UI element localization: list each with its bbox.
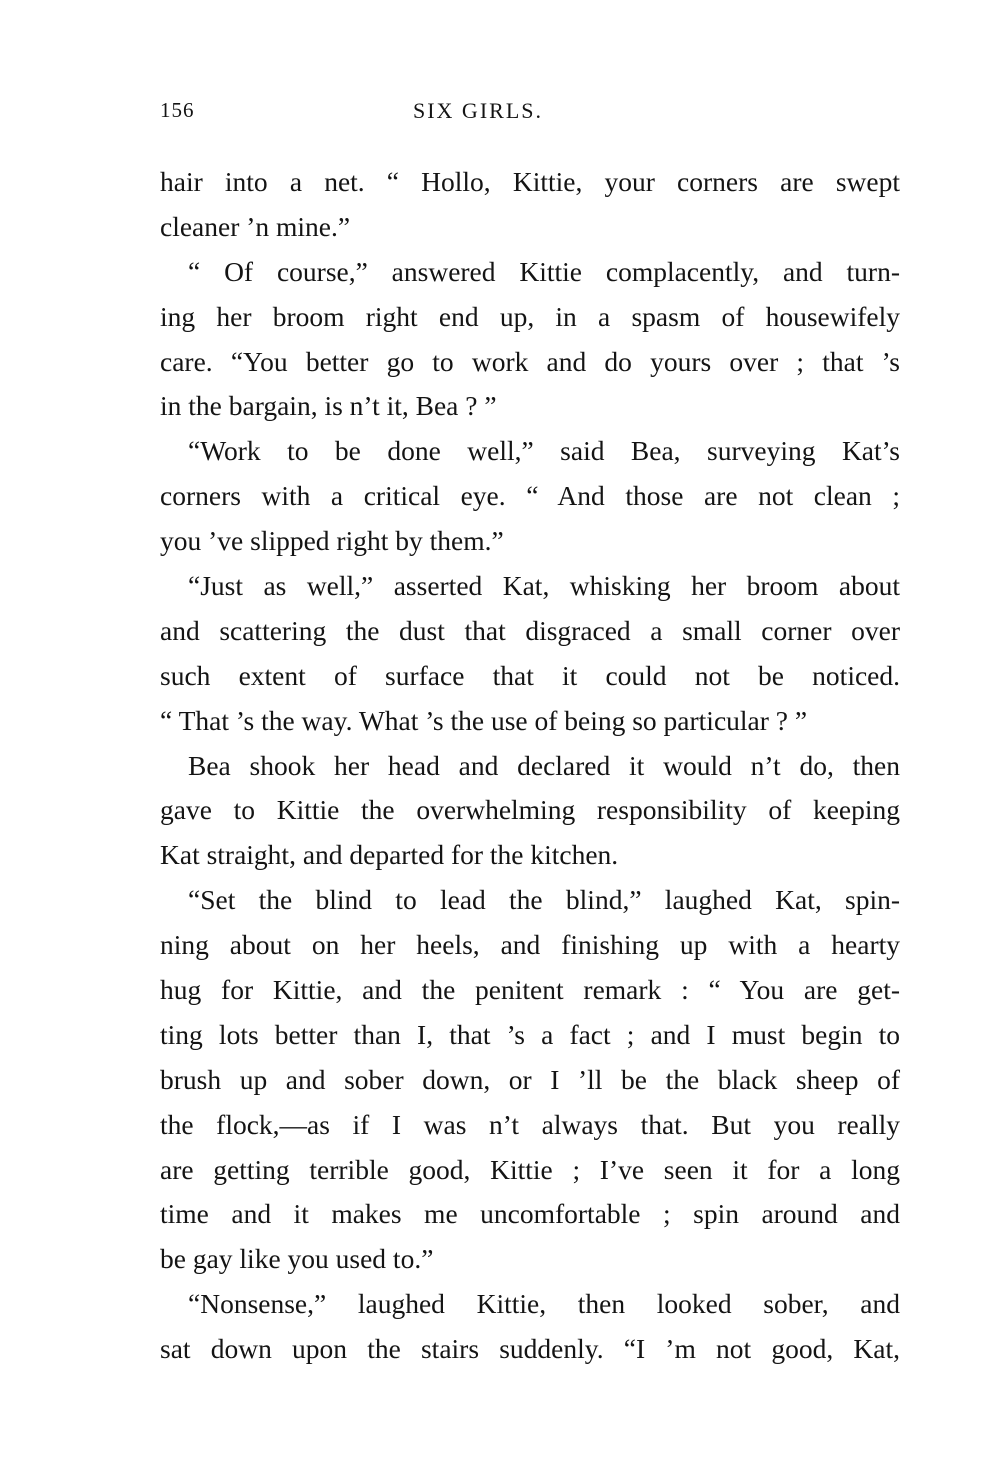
text-line: and scattering the dust that disgraced a small corner over (160, 614, 900, 646)
text-line: are getting terrible good, Kittie ; I’ve seen it for a long (160, 1153, 900, 1185)
text-line: care. “You better go to work and do yours over ; that ’s (160, 345, 900, 377)
text-line: corners with a critical eye. “ And those are not clean ; (160, 480, 900, 512)
text-line: be gay like you used to.” (160, 1243, 434, 1275)
text-line: “ That ’s the way. What ’s the use of being so particular ? ” (160, 704, 808, 736)
text-line: time and it makes me uncomfortable ; spin around and (160, 1198, 900, 1230)
text-line: cleaner ’n mine.” (160, 210, 351, 242)
text-line: in the bargain, is n’t it, Bea ? ” (160, 390, 497, 422)
text-line: ting lots better than I, that ’s a fact ; and I must begin to (160, 1018, 900, 1050)
text-line: the flock,—as if I was n’t always that. But you really (160, 1108, 900, 1140)
text-line: hug for Kittie, and the penitent remark : “ You are get- (160, 974, 900, 1006)
text-line: “Just as well,” asserted Kat, whisking her broom about (188, 570, 900, 602)
running-title: SIX GIRLS. (412, 98, 543, 123)
text-line: “Nonsense,” laughed Kittie, then looked sober, and (188, 1288, 900, 1320)
text-line: such extent of surface that it could not be noticed. (160, 659, 900, 691)
text-line: “ Of course,” answered Kittie complacently, and turn- (188, 255, 900, 287)
text-line: Kat straight, and departed for the kitchen. (160, 839, 619, 871)
text-line: ing her broom right end up, in a spasm of housewifely (160, 300, 900, 332)
text-line: hair into a net. “ Hollo, Kittie, your corners are swept (160, 166, 900, 197)
text-line: Bea shook her head and declared it would n’t do, then (188, 749, 900, 781)
text-line: “Set the blind to lead the blind,” laughed Kat, spin- (188, 884, 900, 916)
text-line: sat down upon the stairs suddenly. “I ’m not good, Kat, (160, 1333, 900, 1365)
text-line: “Work to be done well,” said Bea, surveying Kat’s (188, 435, 900, 467)
page-header (160, 98, 900, 138)
page-number: 156 (160, 98, 195, 122)
text-line: you ’ve slipped right by them.” (160, 525, 504, 557)
text-line: ning about on her heels, and finishing up with a hearty (160, 929, 900, 961)
text-line: brush up and sober down, or I ’ll be the black sheep of (160, 1063, 900, 1095)
body-text (160, 160, 900, 1372)
text-line: gave to Kittie the overwhelming responsibility of keeping (160, 794, 900, 826)
